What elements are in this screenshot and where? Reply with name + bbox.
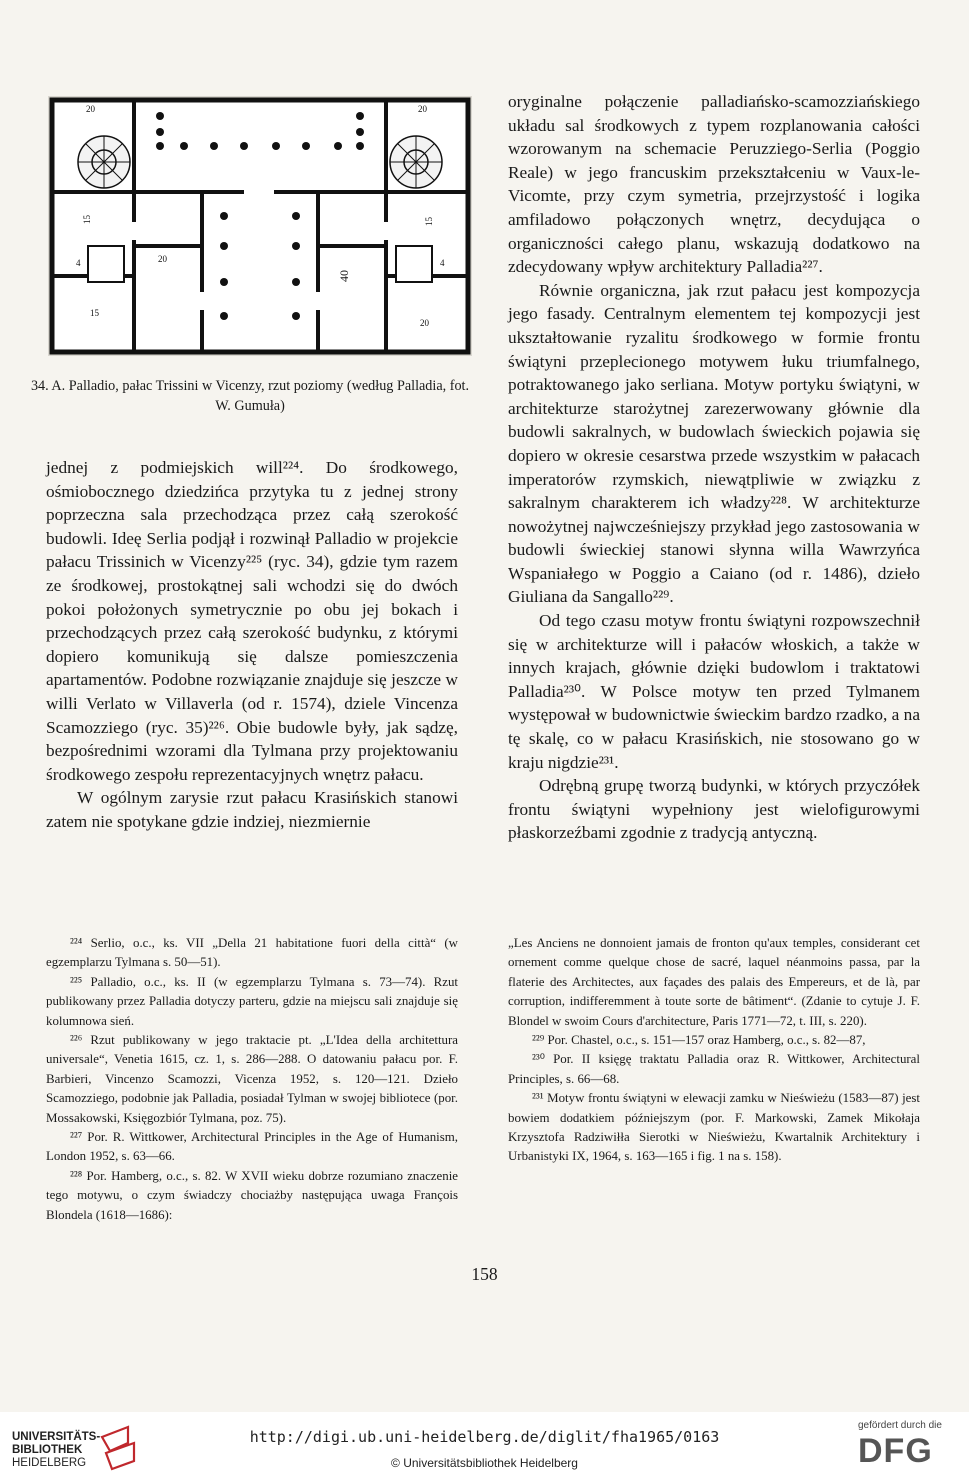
footnote-225: ²²⁵ Palladio, o.c., ks. II (w egzemplarzu Tylmana s. 73—74). Rzut publikowany przez Palladia dotyczy parteru, gdzie na miejscu sali znajduje się kolumnowa sień. xyxy=(46,974,458,1028)
footnote-230: ²³⁰ Por. II księgę traktatu Palladia oraz R. Wittkower, Architectural Principles, s. 66—68. xyxy=(508,1052,920,1086)
logo-line-3: HEIDELBERG xyxy=(12,1457,87,1469)
paragraph: Odrębną grupę tworzą budynki, w których przyczółek frontu świątyni wypełniony jest wielofigurowymi płaskorzeźbami zgodnie z tradycją antyczną. xyxy=(508,776,920,843)
logo-line-1: UNIVERSITÄTS- xyxy=(12,1431,101,1443)
footnote-228-continued: „Les Anciens ne donnoient jamais de fronton qu'aux temples, considerant cet ornement comme quelque chose de sacré, laquel néanmoins passa, par la flaterie des Architectes, aux façades des palais des Empereurs, et de là, par corruption, indifferemment à toute sorte de bâtiment“. (Zdanie to cytuje J. F. Blondel w swoim Cours d'architecture, Paris 1771—72, t. III, s. 220). xyxy=(508,936,920,1028)
right-column xyxy=(508,90,920,845)
footnotes-right xyxy=(508,934,920,1167)
footnote-231: ²³¹ Motyw frontu świątyni w elewacji zamku w Nieświeżu (1583—87) jest bowiem dodatkiem późniejszym (por. F. Markowski, Zamek Mikołaja Krzysztofa Radziwiłła Sierotki w Nieświeżu, Kwartalnik Architektury i Urbanistyki IX, 1964, s. 163—165 i fig. 1 na s. 158). xyxy=(508,1091,920,1164)
paragraph: Równie organiczna, jak rzut pałacu jest kompozycja jego fasady. Centralnym elementem tej kompozycji jest ukształtowanie ryzalitu środkowego w formie frontu świątyni przeplecionego motywem łuku triumfalnego, potraktowanego jako serliana. Motyw portyku świątyni, w architekturze starożytnej zarezerwowany głównie dla budowli sakralnych, w budowlach świeckich pojawia się dopiero w okresie cesarstwa przede wszystkim w pałacach imperatorów rzymskich, niewątpliwie w związku z sakralnym charakterem ich władzy²²⁸. W architekturze nowożytnej najwcześniejszy przykład jego zastosowania w budowli świeckiej stanowi słynna willa Wawrzyńca Wspaniałego w Poggio a Caiano (od r. 1486), dzieło Giuliana da Sangallo²²⁹. xyxy=(508,280,920,607)
plan-label: 15 xyxy=(424,217,434,226)
dfg-logo[interactable]: DFG xyxy=(858,1432,933,1470)
footer-bar xyxy=(0,1412,969,1482)
floor-plan-drawing xyxy=(48,96,472,356)
figure-caption: 34. A. Palladio, pałac Trissini w Vicenzy, rzut poziomy (według Palladia, fot. W. Gumuła) xyxy=(30,378,470,414)
plan-label: 20 xyxy=(420,318,429,328)
dfg-funding-note: gefördert durch die xyxy=(858,1420,942,1431)
plan-label: 40 xyxy=(337,270,351,282)
floor-plan-figure xyxy=(48,96,472,356)
plan-label: 4 xyxy=(76,258,81,268)
paragraph: W ogólnym zarysie rzut pałacu Krasińskich stanowi zatem nie spotykane gdzie indziej, niezmiernie xyxy=(46,788,458,831)
plan-label: 20 xyxy=(158,254,167,264)
left-column xyxy=(46,456,458,834)
footnote-227: ²²⁷ Por. R. Wittkower, Architectural Principles in the Age of Humanism, London 1952, s. 63—66. xyxy=(46,1130,458,1164)
plan-label: 20 xyxy=(418,104,427,114)
page-number: 158 xyxy=(471,1264,498,1284)
plan-label: 4 xyxy=(440,258,445,268)
footnote-228: ²²⁸ Por. Hamberg, o.c., s. 82. W XVII wieku dobrze rozumiano znaczenie tego motywu, o czym świadczy chociażby następująca uwaga François Blondela (1618—1686): xyxy=(46,1168,458,1222)
footnote-224: ²²⁴ Serlio, o.c., ks. VII „Della 21 habitatione fuori della città“ (w egzemplarzu Tylmana s. 50—51). xyxy=(46,936,458,970)
paragraph: jednej z podmiejskich will²²⁴. Do środkowego, ośmiobocznego dziedzińca przytyka tu z jednej strony poprzeczna sala przechodząca przez całą szerokość budowli. Ideę Serlia podjął i rozwinął Palladio w projekcie pałacu Trissinich w Vicenzy²²⁵ (ryc. 34), gdzie tym razem ze środkowej, prostokątnej sali wchodzi się do dwóch pokoi położonych symetrycznie po obu jej bokach i przechodzących przez całą szerokość budynku, z którymi dopiero komunikują się dalsze pomieszczenia apartamentów. Podobne rozwiązanie znajduje się jeszcze w willi Verlato w Villaverla (od r. 1574), dziele Vincenza Scamozziego (ryc. 35)²²⁶. Obie budowle były, jak sądzę, bezpośrednimi wzorami dla Tylmana przy projektowaniu środkowego zespołu reprezentacyjnych wnętrz pałacu. xyxy=(46,458,458,784)
paragraph: oryginalne połączenie palladiańsko-scamozziańskiego układu sal środkowych z typem rozplanowania całości wzorowanym na schemacie Peruzziego-Serlia (Poggio Reale) w jego francuskim przekształceniu w Vaux-le-Vicomte, przy czym symetria, przejrzystość i logika amfiladowo połączonych wnętrz, decydująca o organiczności całego planu, wskazują dodatkowo na zdecydowany wpływ architektury Palladia²²⁷. xyxy=(508,92,920,277)
plan-label: 15 xyxy=(82,215,92,224)
permalink-url[interactable]: http://digi.ub.uni-heidelberg.de/diglit/fha1965/0163 xyxy=(249,1428,720,1446)
plan-label: 20 xyxy=(86,104,95,114)
paragraph: Od tego czasu motyw frontu świątyni rozpowszechnił się w architekturze will i pałaców włoskich, a także w innych krajach, głównie dzięki budowlom i traktatowi Palladia²³⁰. W Polsce motyw ten przed Tylmanem występował w budownictwie świeckim bardzo rzadko, a na tę skalę, co w pałacu Krasińskich, nie stosowano go w kraju nigdzie²³¹. xyxy=(508,611,920,772)
footnotes-left xyxy=(46,934,458,1225)
copyright-notice: © Universitätsbibliothek Heidelberg xyxy=(391,1456,578,1470)
plan-label: 15 xyxy=(90,308,99,318)
logo-line-2: BIBLIOTHEK xyxy=(12,1444,83,1456)
footnote-226: ²²⁶ Rzut publikowany w jego traktacie pt. „L'Idea della architettura universale“, Venetia 1615, cz. 1, s. 286—288. O datowaniu pałacu por. F. Barbieri, Vincenzo Scamozzi, Vicenza 1952, s. 120—121. Dzieło Scamozziego, podobnie jak Palladia, posiadał Tylman w swojej bibliotece (por. Mossakowski, Księgozbiór Tylmana, poz. 75). xyxy=(46,1033,458,1125)
footnote-229: ²²⁹ Por. Chastel, o.c., s. 151—157 oraz Hamberg, o.c., s. 82—87, xyxy=(532,1033,866,1048)
